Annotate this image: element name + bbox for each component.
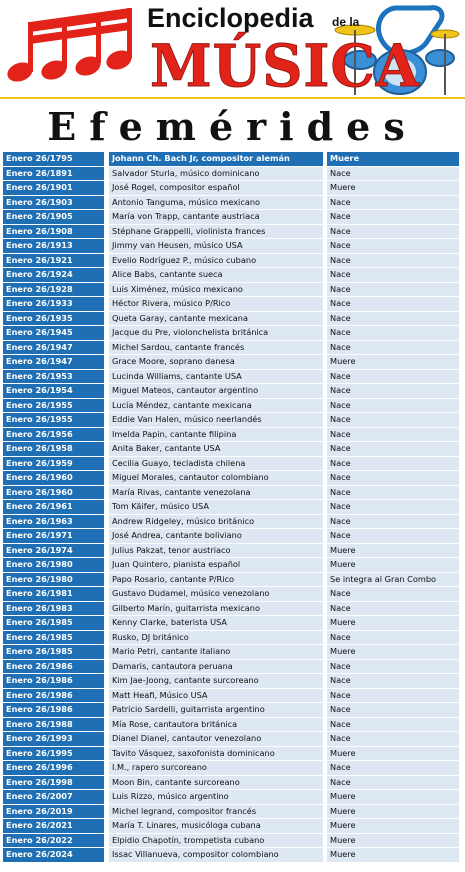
date-cell: Enero 26/2022: [3, 834, 104, 848]
status-cell: Muere: [327, 747, 459, 761]
status-cell: Nace: [327, 210, 459, 224]
event-cell: Queta Garay, cantante mexicana: [109, 312, 323, 326]
table-row: [3, 428, 459, 443]
table-row: [3, 370, 459, 385]
status-cell: Nace: [327, 660, 459, 674]
status-cell: Nace: [327, 631, 459, 645]
status-cell: Nace: [327, 674, 459, 688]
table-row: [3, 413, 459, 428]
date-cell: Enero 26/1921: [3, 254, 104, 268]
title-line2: MÚSICA: [150, 32, 420, 100]
event-cell: Patricio Sardelli, guitarrista argentino: [109, 703, 323, 717]
date-cell: Enero 26/1955: [3, 413, 104, 427]
event-cell: Anita Baker, cantante USA: [109, 442, 323, 456]
status-cell: Nace: [327, 457, 459, 471]
date-cell: Enero 26/1974: [3, 544, 104, 558]
date-cell: Enero 26/1933: [3, 297, 104, 311]
event-cell: Jimmy van Heusen, músico USA: [109, 239, 323, 253]
status-cell: Nace: [327, 225, 459, 239]
table-row: [3, 631, 459, 646]
event-cell: Michel Sardou, cantante francés: [109, 341, 323, 355]
date-cell: Enero 26/1986: [3, 689, 104, 703]
date-cell: Enero 26/2007: [3, 790, 104, 804]
table-row: [3, 645, 459, 660]
table-row: [3, 819, 459, 834]
table-row: [3, 602, 459, 617]
event-cell: Tavito Vásquez, saxofonista dominicano: [109, 747, 323, 761]
table-row: [3, 848, 459, 863]
event-cell: Grace Moore, soprano danesa: [109, 355, 323, 369]
event-cell: Luis Ximénez, músico mexicano: [109, 283, 323, 297]
table-row: [3, 297, 459, 312]
status-cell: Nace: [327, 399, 459, 413]
header-banner: [0, 0, 465, 150]
event-cell: Moon Bin, cantante surcoreano: [109, 776, 323, 790]
status-cell: Nace: [327, 312, 459, 326]
event-cell: Cecilia Guayo, tecladista chilena: [109, 457, 323, 471]
date-cell: Enero 26/1985: [3, 631, 104, 645]
event-cell: Issac Villanueva, compositor colombiano: [109, 848, 323, 862]
status-cell: Nace: [327, 239, 459, 253]
event-cell: Kenny Clarke, baterista USA: [109, 616, 323, 630]
status-cell: Nace: [327, 196, 459, 210]
table-row: [3, 471, 459, 486]
status-cell: Nace: [327, 471, 459, 485]
status-cell: Nace: [327, 500, 459, 514]
event-cell: Julius Pakzat, tenor austriaco: [109, 544, 323, 558]
event-cell: Evelio Rodríguez P., músico cubano: [109, 254, 323, 268]
table-row: [3, 558, 459, 573]
event-cell: Lucía Méndez, cantante mexicana: [109, 399, 323, 413]
date-cell: Enero 26/1955: [3, 399, 104, 413]
event-cell: Gilberto Marín, guitarrista mexicano: [109, 602, 323, 616]
date-cell: Enero 26/1986: [3, 703, 104, 717]
status-cell: Muere: [327, 616, 459, 630]
table-row: [3, 689, 459, 704]
status-cell: Nace: [327, 776, 459, 790]
status-cell: Muere: [327, 181, 459, 195]
date-cell: Enero 26/1956: [3, 428, 104, 442]
event-cell: Mario Petri, cantante italiano: [109, 645, 323, 659]
table-row: [3, 355, 459, 370]
table-row: [3, 616, 459, 631]
date-cell: Enero 26/1891: [3, 167, 104, 181]
table-row: [3, 500, 459, 515]
date-cell: Enero 26/1980: [3, 573, 104, 587]
status-cell: Muere: [327, 819, 459, 833]
date-cell: Enero 26/1985: [3, 616, 104, 630]
date-cell: Enero 26/1995: [3, 747, 104, 761]
status-cell: Nace: [327, 370, 459, 384]
event-cell: Papo Rosario, cantante P/Rico: [109, 573, 323, 587]
date-cell: Enero 26/1954: [3, 384, 104, 398]
table-row: [3, 326, 459, 341]
table-row: [3, 587, 459, 602]
event-cell: Gustavo Dudamel, músico venezolano: [109, 587, 323, 601]
table-row: [3, 239, 459, 254]
date-cell: Enero 26/1996: [3, 761, 104, 775]
event-cell: Lucinda Williams, cantante USA: [109, 370, 323, 384]
date-cell: Enero 26/1981: [3, 587, 104, 601]
event-cell: Andrew Ridgeley, músico británico: [109, 515, 323, 529]
table-row: [3, 573, 459, 588]
status-cell: Nace: [327, 341, 459, 355]
status-cell: Muere: [327, 645, 459, 659]
table-row: [3, 703, 459, 718]
date-cell: Enero 26/1795: [3, 152, 104, 166]
table-row: [3, 283, 459, 298]
status-cell: Nace: [327, 384, 459, 398]
date-cell: Enero 26/1959: [3, 457, 104, 471]
status-cell: Muere: [327, 848, 459, 862]
event-cell: Rusko, DJ británico: [109, 631, 323, 645]
event-cell: Imelda Papin, cantante filipina: [109, 428, 323, 442]
title-line1: Enciclopedia: [147, 3, 314, 33]
status-cell: Nace: [327, 732, 459, 746]
table-row: [3, 399, 459, 414]
date-cell: Enero 26/1945: [3, 326, 104, 340]
table-row: [3, 457, 459, 472]
table-row: [3, 718, 459, 733]
date-cell: Enero 26/1903: [3, 196, 104, 210]
status-cell: Muere: [327, 834, 459, 848]
date-cell: Enero 26/1986: [3, 660, 104, 674]
music-notes-icon: [5, 8, 135, 85]
event-cell: José Andrea, cantante boliviano: [109, 529, 323, 543]
table-row: [3, 341, 459, 356]
date-cell: Enero 26/1988: [3, 718, 104, 732]
date-cell: Enero 26/1985: [3, 645, 104, 659]
event-cell: Antonio Tanguma, músico mexicano: [109, 196, 323, 210]
table-row: [3, 167, 459, 182]
table-row: [3, 225, 459, 240]
event-cell: Kim Jae-Joong, cantante surcoreano: [109, 674, 323, 688]
date-cell: Enero 26/1980: [3, 558, 104, 572]
table-row: [3, 732, 459, 747]
table-row: [3, 384, 459, 399]
table-row: [3, 776, 459, 791]
status-cell: Nace: [327, 718, 459, 732]
table-row: [3, 254, 459, 269]
status-cell: Muere: [327, 355, 459, 369]
event-cell: Jacque du Pre, violonchelista británica: [109, 326, 323, 340]
status-cell: Nace: [327, 602, 459, 616]
status-cell: Nace: [327, 297, 459, 311]
date-cell: Enero 26/2019: [3, 805, 104, 819]
event-cell: I.M., rapero surcoreano: [109, 761, 323, 775]
event-cell: Johann Ch. Bach Jr, compositor alemán: [109, 152, 323, 166]
table-row: [3, 747, 459, 762]
status-cell: Nace: [327, 268, 459, 282]
table-row: [3, 486, 459, 501]
event-cell: Juan Quintero, pianista español: [109, 558, 323, 572]
table-row: [3, 761, 459, 776]
event-cell: Dianel Dianel, cantautor venezolano: [109, 732, 323, 746]
table-row: [3, 544, 459, 559]
table-row: [3, 442, 459, 457]
date-cell: Enero 26/2024: [3, 848, 104, 862]
event-cell: Luis Rizzo, músico argentino: [109, 790, 323, 804]
event-cell: Eddie Van Halen, músico neerlandés: [109, 413, 323, 427]
date-cell: Enero 26/1947: [3, 341, 104, 355]
status-cell: Nace: [327, 761, 459, 775]
event-cell: Miguel Mateos, cantautor argentino: [109, 384, 323, 398]
date-cell: Enero 26/1960: [3, 471, 104, 485]
table-row: [3, 312, 459, 327]
date-cell: Enero 26/1998: [3, 776, 104, 790]
table-row: [3, 790, 459, 805]
date-cell: Enero 26/1983: [3, 602, 104, 616]
status-cell: Se integra al Gran Combo: [327, 573, 459, 587]
date-cell: Enero 26/1908: [3, 225, 104, 239]
table-row: [3, 196, 459, 211]
date-cell: Enero 26/1935: [3, 312, 104, 326]
table-row: [3, 268, 459, 283]
status-cell: Nace: [327, 413, 459, 427]
date-cell: Enero 26/1961: [3, 500, 104, 514]
event-cell: Tom Käifer, músico USA: [109, 500, 323, 514]
status-cell: Nace: [327, 283, 459, 297]
table-row: [3, 660, 459, 675]
status-cell: Nace: [327, 689, 459, 703]
event-cell: Alice Babs, cantante sueca: [109, 268, 323, 282]
status-cell: Muere: [327, 152, 459, 166]
status-cell: Nace: [327, 587, 459, 601]
status-cell: Nace: [327, 326, 459, 340]
date-cell: Enero 26/1924: [3, 268, 104, 282]
status-cell: Muere: [327, 790, 459, 804]
date-cell: Enero 26/1947: [3, 355, 104, 369]
date-cell: Enero 26/2021: [3, 819, 104, 833]
event-cell: Salvador Sturla, músico dominicano: [109, 167, 323, 181]
date-cell: Enero 26/1913: [3, 239, 104, 253]
ephemeris-table: [3, 152, 459, 863]
date-cell: Enero 26/1986: [3, 674, 104, 688]
table-row: [3, 834, 459, 849]
date-cell: Enero 26/1958: [3, 442, 104, 456]
date-cell: Enero 26/1963: [3, 515, 104, 529]
status-cell: Nace: [327, 529, 459, 543]
table-row: [3, 210, 459, 225]
status-cell: Muere: [327, 558, 459, 572]
date-cell: Enero 26/1993: [3, 732, 104, 746]
date-cell: Enero 26/1971: [3, 529, 104, 543]
event-cell: Miguel Morales, cantautor colombiano: [109, 471, 323, 485]
event-cell: Damaris, cantautora peruana: [109, 660, 323, 674]
status-cell: Nace: [327, 703, 459, 717]
event-cell: Mía Rose, cantautora británica: [109, 718, 323, 732]
status-cell: Nace: [327, 442, 459, 456]
date-cell: Enero 26/1960: [3, 486, 104, 500]
status-cell: Muere: [327, 805, 459, 819]
status-cell: Muere: [327, 544, 459, 558]
status-cell: Nace: [327, 515, 459, 529]
event-cell: María von Trapp, cantante austriaca: [109, 210, 323, 224]
status-cell: Nace: [327, 167, 459, 181]
event-cell: María T. Linares, musicóloga cubana: [109, 819, 323, 833]
table-row: [3, 529, 459, 544]
status-cell: Nace: [327, 428, 459, 442]
event-cell: Stéphane Grappelli, violinista frances: [109, 225, 323, 239]
event-cell: Elpidio Chapotín, trompetista cubano: [109, 834, 323, 848]
table-row: [3, 805, 459, 820]
title-small: de la: [332, 15, 360, 29]
event-cell: Matt Heafi, Músico USA: [109, 689, 323, 703]
status-cell: Nace: [327, 254, 459, 268]
date-cell: Enero 26/1905: [3, 210, 104, 224]
event-cell: Michel legrand, compositor francés: [109, 805, 323, 819]
encyclopedia-logo: [0, 0, 465, 104]
date-cell: Enero 26/1928: [3, 283, 104, 297]
event-cell: María Rivas, cantante venezolana: [109, 486, 323, 500]
event-cell: Héctor Rivera, músico P/Rico: [109, 297, 323, 311]
section-title: Efemérides: [47, 104, 418, 149]
date-cell: Enero 26/1953: [3, 370, 104, 384]
date-cell: Enero 26/1901: [3, 181, 104, 195]
status-cell: Nace: [327, 486, 459, 500]
table-row: [3, 674, 459, 689]
event-cell: José Rogel, compositor español: [109, 181, 323, 195]
table-row: [3, 181, 459, 196]
table-row: [3, 515, 459, 530]
table-row: [3, 152, 459, 167]
